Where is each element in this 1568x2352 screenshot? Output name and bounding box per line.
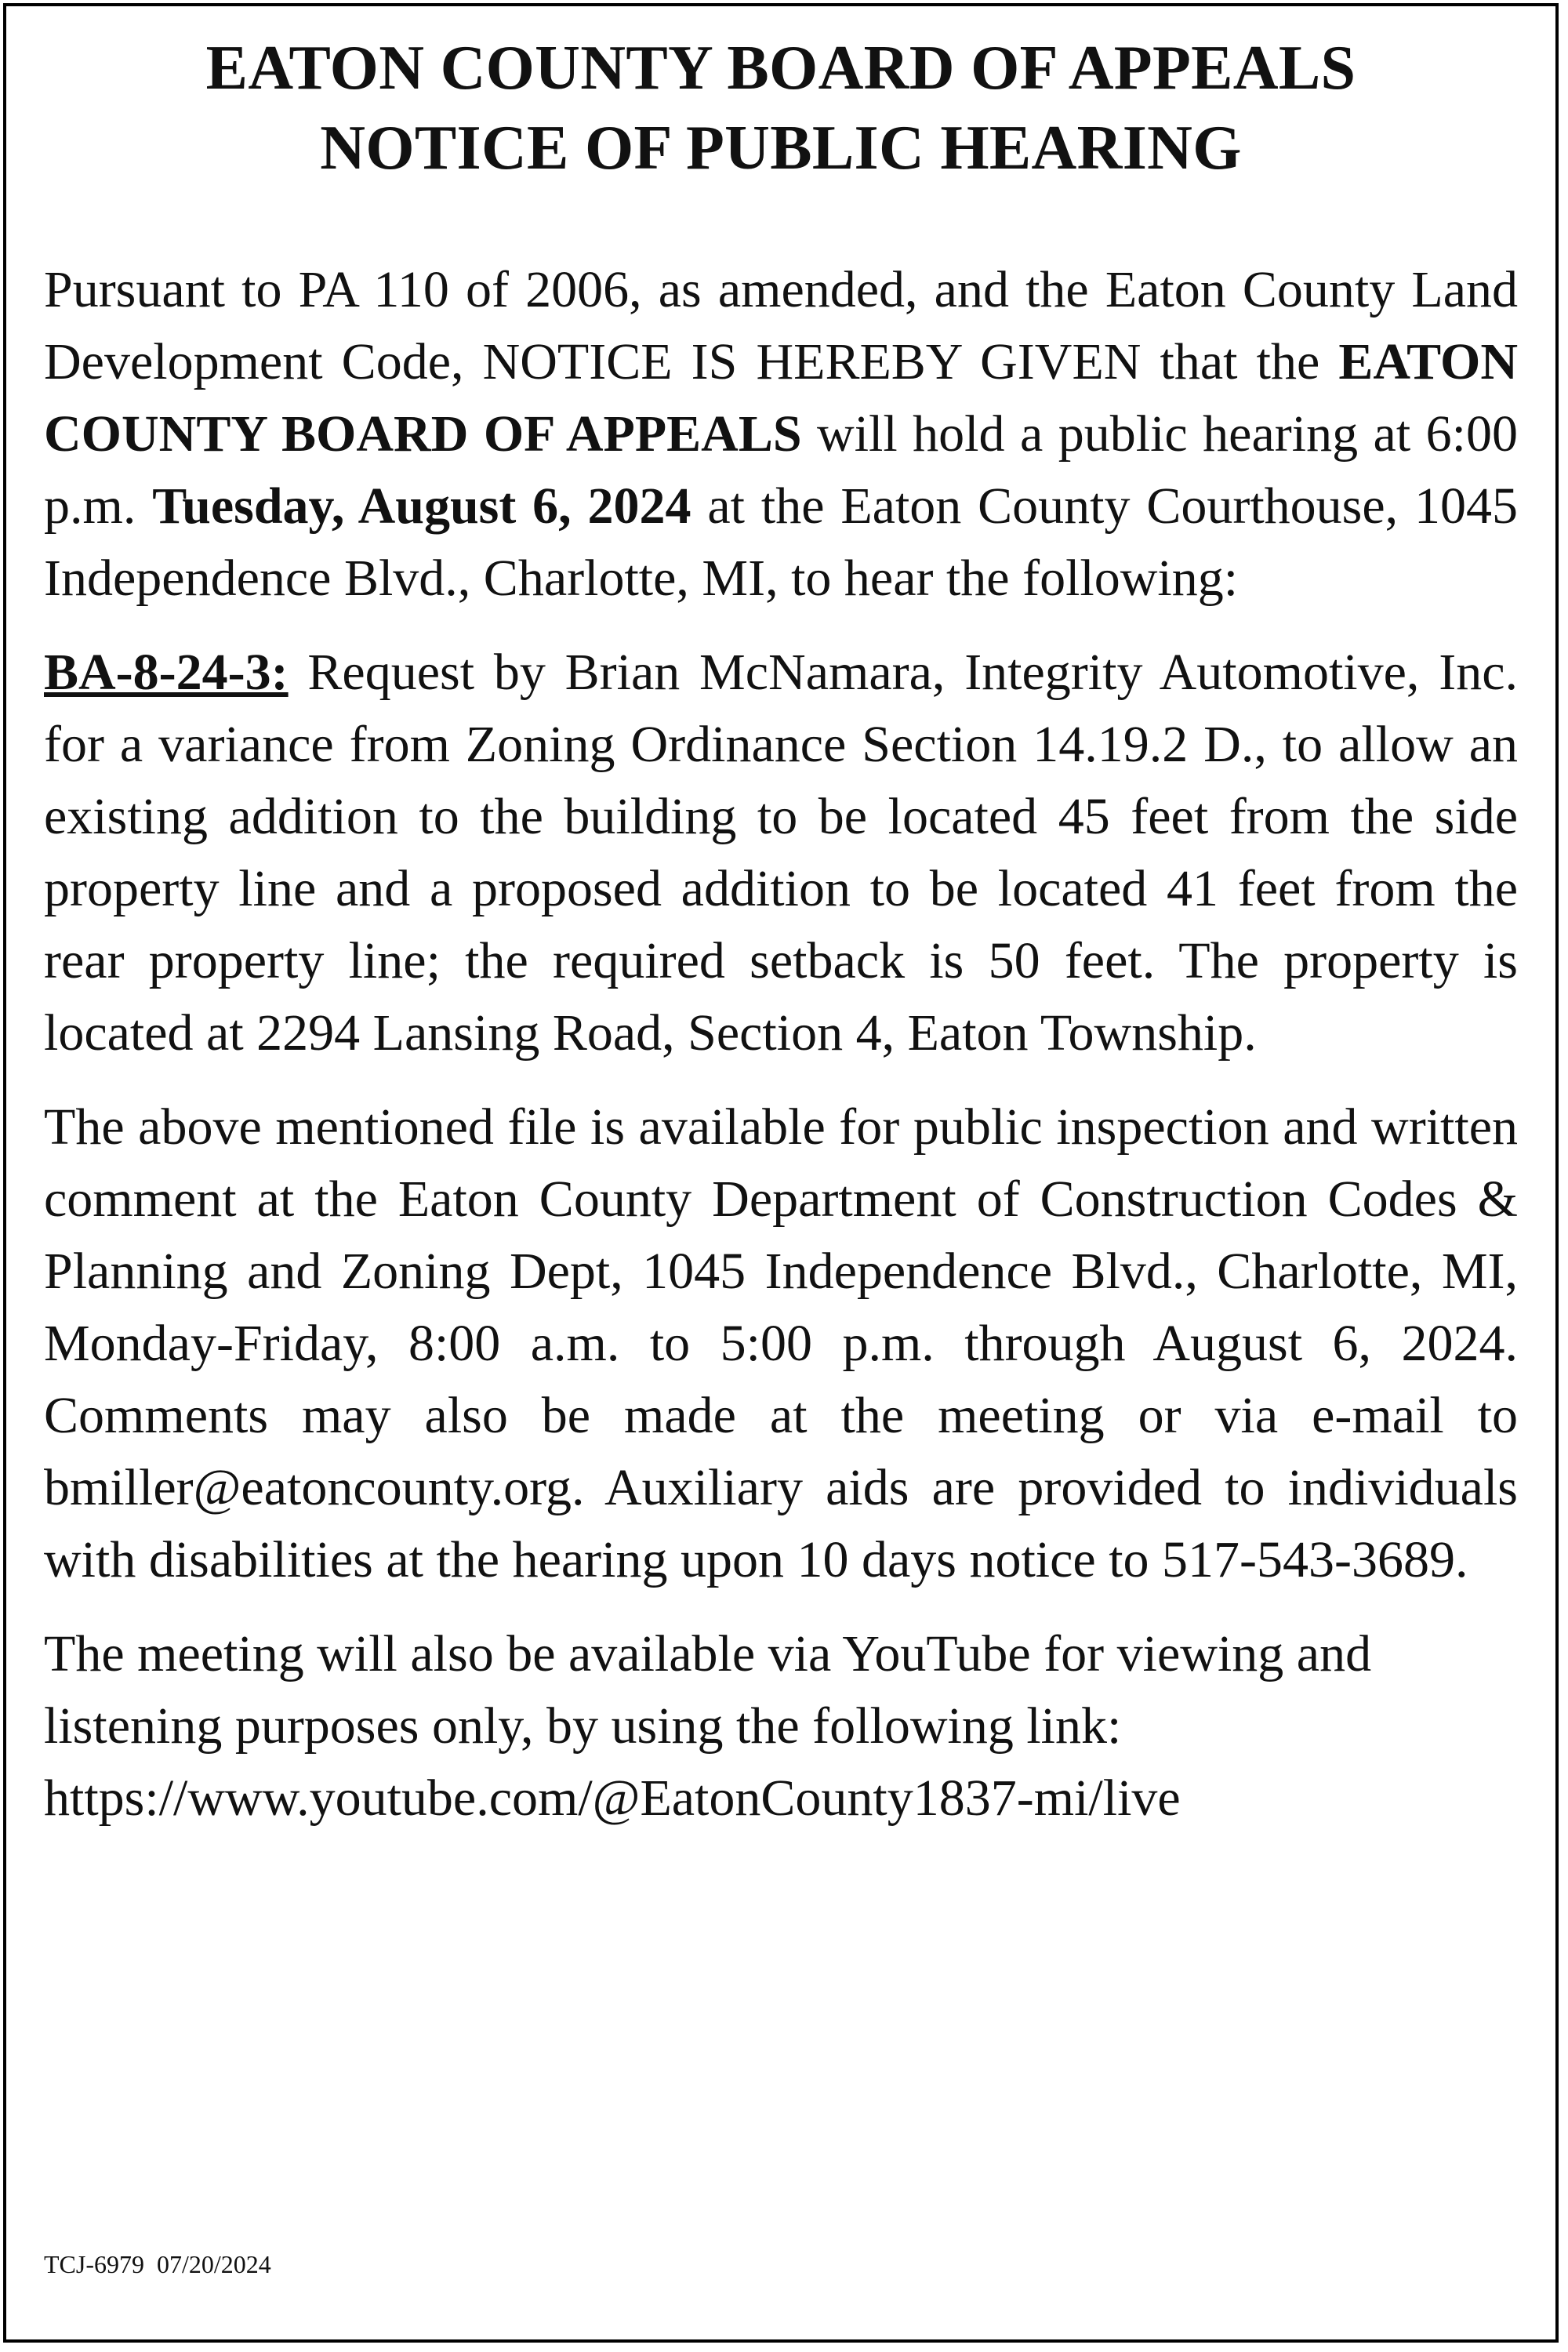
intro-text-3: at the Eaton County Courthouse, 1045 Independence Blvd., Charlotte, MI, to hear the following: — [44, 477, 1519, 607]
youtube-paragraph — [44, 1618, 1518, 1835]
footer-reference: TCJ-6979 07/20/2024 — [44, 2250, 271, 2278]
intro-paragraph — [44, 254, 1518, 615]
intro-text-2: will hold a public hearing at 6:00 p.m. — [44, 405, 1518, 535]
case-id: BA-8-24-3: — [44, 644, 289, 701]
inspection-paragraph: The above mentioned file is available for public inspection and written comment at the Eaton County Department of Construction Codes & Planning and Zoning Dept, 1045 Independence Blvd., Charlotte, MI, Monday-Friday, 8:00 a.m. to 5:00 p.m. through August 6, 2024. Comments may also be made at the meeting or via e-mail to bmiller@eatoncounty.org. Auxiliary aids are provided to individuals with disabilities at the hearing upon 10 days notice to 517-543-3689. — [44, 1098, 1518, 1588]
title-line-1: EATON COUNTY BOARD OF APPEALS — [205, 34, 1356, 103]
case-paragraph — [44, 637, 1518, 1069]
notice-body — [44, 254, 1518, 1857]
youtube-link[interactable]: https://www.youtube.com/@EatonCounty1837-mi/live — [44, 1769, 1181, 1827]
title-line-2: NOTICE OF PUBLIC HEARING — [320, 114, 1242, 183]
notice-header — [6, 28, 1555, 188]
youtube-text: The meeting will also be available via YouTube for viewing and listening purposes only, by using the following link: — [44, 1625, 1372, 1755]
public-notice — [3, 3, 1559, 2343]
case-text: Request by Brian McNamara, Integrity Automotive, Inc. for a variance from Zoning Ordinance Section 14.19.2 D., to allow an existing addition to the building to be located 45 feet from the side property line and a proposed addition to be located 41 feet from the rear property line; the required setback is 50 feet. The property is located at 2294 Lansing Road, Section 4, Eaton Township. — [44, 644, 1518, 1062]
board-name: EATON COUNTY BOARD OF APPEALS — [44, 333, 1518, 463]
intro-text-1: Pursuant to PA 110 of 2006, as amended, and the Eaton County Land Development Code, NOTICE IS HEREBY GIVEN that the — [44, 261, 1518, 390]
hearing-date: Tuesday, August 6, 2024 — [152, 477, 691, 535]
